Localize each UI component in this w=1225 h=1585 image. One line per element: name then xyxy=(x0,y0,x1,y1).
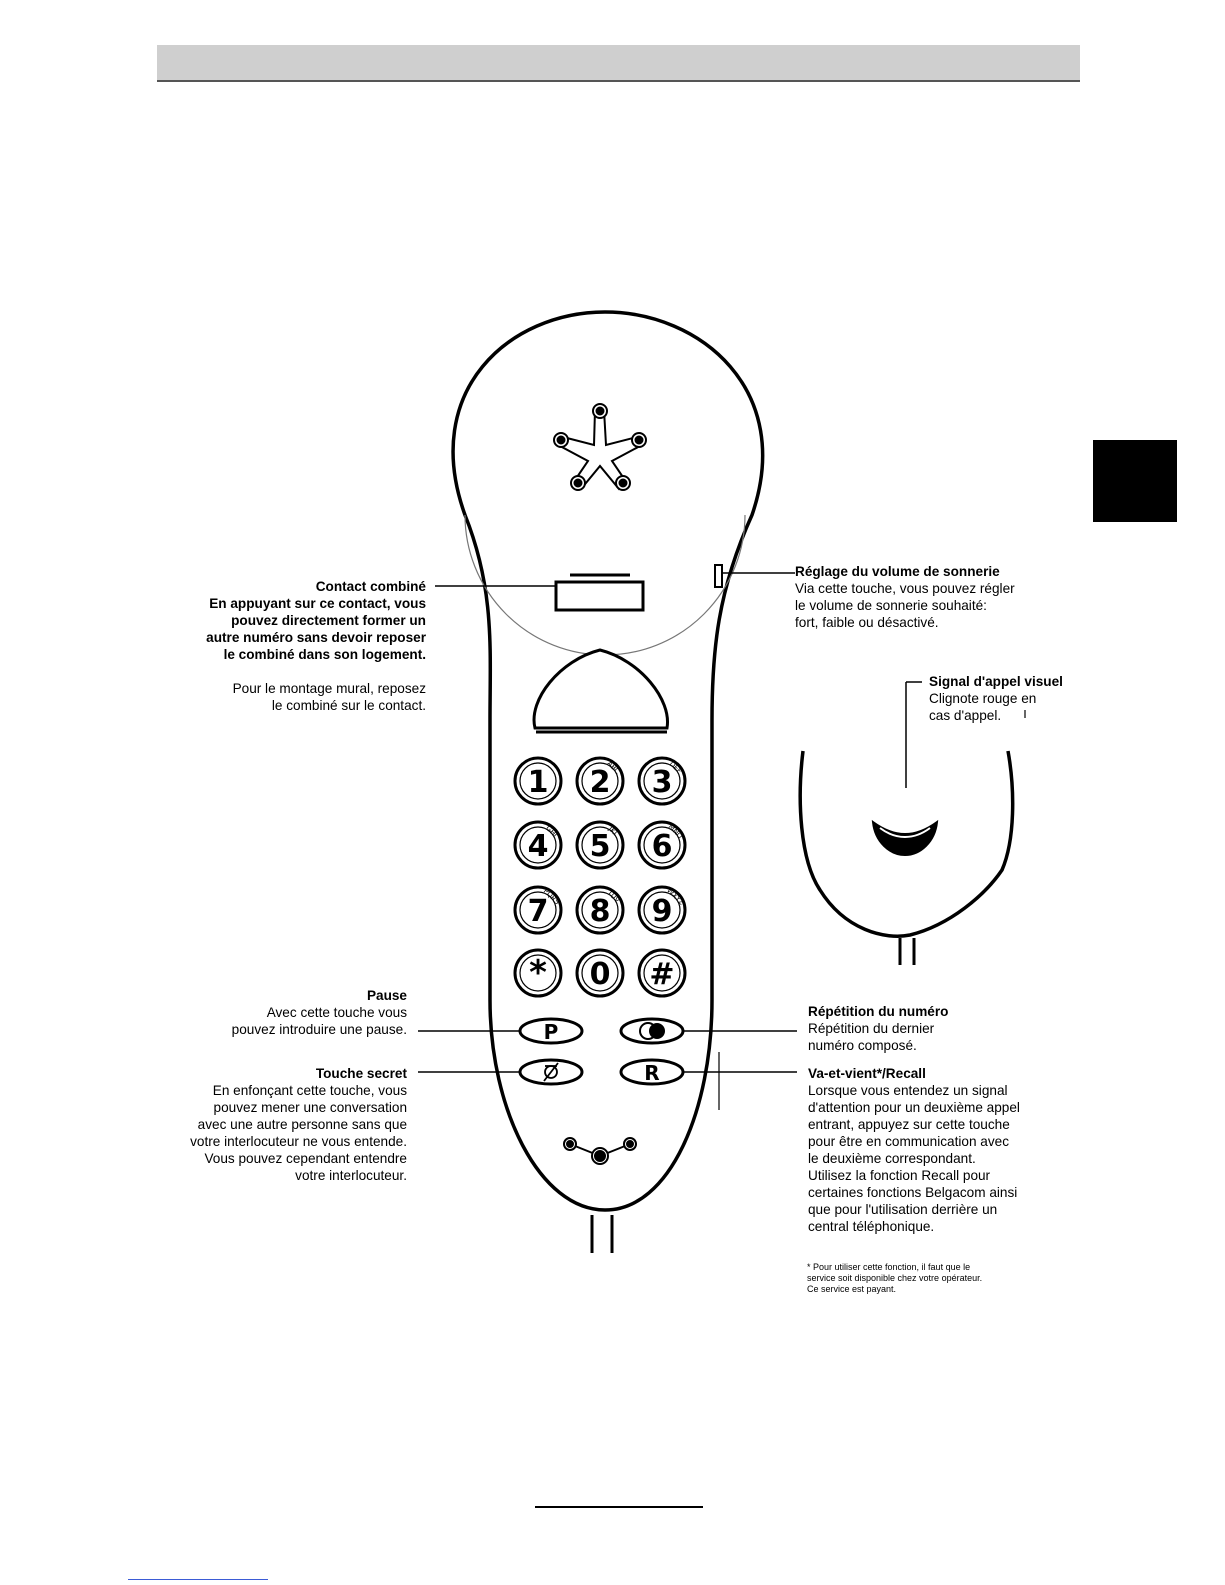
callout-line: pouvez directement former un xyxy=(231,613,426,628)
keypad-key[interactable] xyxy=(639,950,685,996)
inset-handset-bottom xyxy=(800,682,1025,965)
callout-line: entrant, appuyez sur cette touche xyxy=(808,1117,1010,1132)
keypad-key[interactable] xyxy=(515,758,561,804)
callout-line: le combiné sur le contact. xyxy=(271,698,426,713)
keypad-key-letters: MNO xyxy=(666,822,685,841)
callout-line: Lorsque vous entendez un signal xyxy=(808,1083,1008,1098)
callout-repetition xyxy=(808,1003,1058,1054)
callout-line: Clignote rouge en xyxy=(929,691,1037,706)
callout-title: Signal d'appel visuel xyxy=(929,674,1063,689)
callout-title: Réglage du volume de sonnerie xyxy=(795,564,1000,579)
footnote-line: * Pour utiliser cette fonction, il faut que le xyxy=(807,1262,971,1272)
callout-line: Utilisez la fonction Recall pour xyxy=(808,1168,991,1183)
keypad-key-letters: DEF xyxy=(667,759,684,776)
keypad-key-letters: PQRS xyxy=(541,887,561,907)
callout-line: central téléphonique. xyxy=(808,1219,935,1234)
keypad-key-digit: 8 xyxy=(589,894,611,929)
keypad-key-digit: 0 xyxy=(589,957,611,992)
keypad-key[interactable] xyxy=(577,822,623,868)
callout-line: Pour le montage mural, reposez xyxy=(232,681,426,696)
callout-line: certaines fonctions Belgacom ainsi xyxy=(808,1185,1018,1200)
keypad-key-digit: 3 xyxy=(651,765,673,800)
callout-line: le volume de sonnerie souhaité: xyxy=(795,598,987,613)
callout-line: autre numéro sans devoir reposer xyxy=(206,630,426,645)
keypad-key[interactable] xyxy=(639,822,685,868)
callout-title: Touche secret xyxy=(315,1066,407,1081)
keypad-key-digit: 2 xyxy=(589,765,611,800)
callout-title: Va-et-vient*/Recall xyxy=(808,1066,926,1081)
keypad-key[interactable] xyxy=(577,950,623,996)
keypad-key[interactable] xyxy=(639,758,685,804)
callout-touche-secret xyxy=(130,1065,407,1184)
callout-line: le combiné dans son logement. xyxy=(223,647,426,662)
callout-title: Pause xyxy=(366,988,407,1003)
callout-line: votre interlocuteur ne vous entende. xyxy=(190,1134,407,1149)
callout-line: le deuxième correspondant. xyxy=(808,1151,976,1166)
bottom-link-underline xyxy=(128,1579,268,1580)
callout-contact-combine xyxy=(150,578,426,663)
keypad-key-digit: 4 xyxy=(527,829,549,864)
keypad-key[interactable] xyxy=(515,950,561,996)
callout-line: Avec cette touche vous xyxy=(266,1005,407,1020)
callout-line: Via cette touche, vous pouvez régler xyxy=(795,581,1015,596)
callout-signal-visuel xyxy=(929,673,1099,724)
keypad-key-digit: 1 xyxy=(527,765,549,800)
callout-recall xyxy=(808,1065,1068,1235)
callout-line: pouvez introduire une pause. xyxy=(231,1022,407,1037)
keypad-key-digit: 5 xyxy=(589,829,611,864)
keypad-key[interactable] xyxy=(515,822,561,868)
keypad-key[interactable] xyxy=(515,887,561,933)
keypad-key-letters: JKL xyxy=(606,825,620,839)
callout-title: Répétition du numéro xyxy=(808,1004,949,1019)
callout-line: avec une autre personne sans que xyxy=(197,1117,407,1132)
volume-side-button xyxy=(715,565,722,587)
callout-line: d'attention pour un deuxième appel xyxy=(808,1100,1020,1115)
keypad-key-digit: 9 xyxy=(651,894,673,929)
keypad-key[interactable] xyxy=(577,887,623,933)
callout-line: votre interlocuteur. xyxy=(295,1168,407,1183)
keypad-key-digit: 6 xyxy=(651,829,673,864)
recall-key-label: R xyxy=(644,1061,660,1085)
keypad-key-letters: ABC xyxy=(605,759,622,776)
keypad-key-letters: TUV xyxy=(605,888,622,905)
footnote xyxy=(807,1262,1037,1295)
callout-title: Contact combiné xyxy=(315,579,426,594)
footnote-line: service soit disponible chez votre opérateur. xyxy=(807,1273,983,1283)
callout-line: fort, faible ou désactivé. xyxy=(795,615,939,630)
callout-line: cas d'appel. xyxy=(929,708,1002,723)
keypad-key[interactable] xyxy=(577,758,623,804)
callout-line: numéro composé. xyxy=(808,1038,917,1053)
callout-line: Vous pouvez cependant entendre xyxy=(204,1151,407,1166)
callout-line: En appuyant sur ce contact, vous xyxy=(209,596,426,611)
footer-rule xyxy=(535,1506,703,1508)
keypad-key-digit: 7 xyxy=(527,894,549,929)
keypad-key-digit: # xyxy=(649,957,675,992)
pause-key-label: P xyxy=(543,1020,559,1044)
callout-line: pouvez mener une conversation xyxy=(213,1100,407,1115)
callout-pause xyxy=(150,987,407,1038)
keypad-key-letters: GHI xyxy=(544,824,559,839)
callout-montage-mural xyxy=(150,680,426,714)
callout-line: pour être en communication avec xyxy=(808,1134,1009,1149)
callout-line: Répétition du dernier xyxy=(808,1021,935,1036)
footnote-line: Ce service est payant. xyxy=(807,1284,897,1294)
callout-line: que pour l'utilisation derrière un xyxy=(808,1202,998,1217)
callout-reglage-volume xyxy=(795,563,1075,631)
keypad-key-digit: * xyxy=(529,953,547,993)
callout-line: En enfonçant cette touche, vous xyxy=(212,1083,407,1098)
keypad-key-letters: WXYZ xyxy=(665,886,686,907)
keypad-key[interactable] xyxy=(639,886,686,933)
